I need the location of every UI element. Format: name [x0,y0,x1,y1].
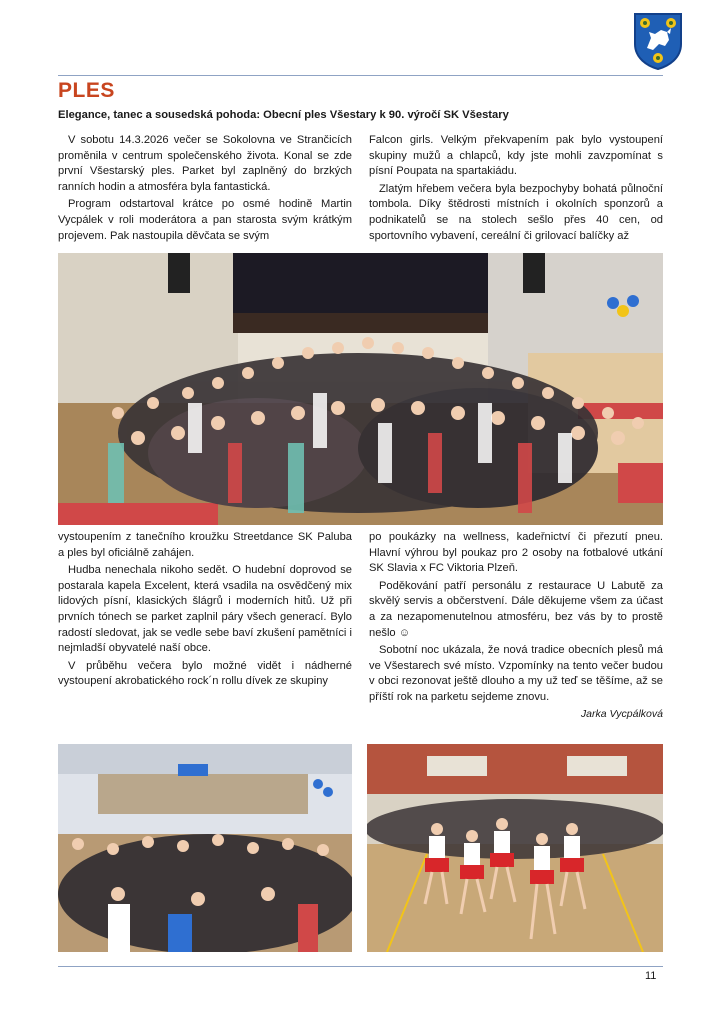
article-headline: Elegance, tanec a sousedská pohoda: Obecní ples Všestary k 90. výročí SK Všestary [58,109,509,121]
column-2-top [369,133,663,244]
section-title: PLES [58,79,115,102]
paragraph: Falcon girls. Velkým překvapením pak bylo vystoupení skupiny mužů a chlapců, kdy jste mohli zavzpomínat s písní Poupata na spartakiádu. [369,134,663,178]
crest-icon [633,12,683,70]
bottom-divider [58,966,663,967]
paragraph: V průběhu večera bylo možné vidět i nádherné vystoupení akrobatického rock´n rollu dívek ze skupiny [58,659,352,688]
dance-floor-photo [58,744,352,952]
paragraph: vystoupením z tanečního kroužku Streetdance SK Paluba a ples byl oficiálně zahájen. [58,531,352,559]
top-divider [58,75,663,76]
paragraph: Program odstartoval krátce po osmé hodině Martin Vycpálek v roli moderátora a pan starosta svým krátkým projevem. Pak nastoupila děvčata se svým [58,198,352,242]
rock-n-roll-dancers-photo [367,744,663,952]
article-author: Jarka Vycpálková [580,707,663,720]
ball-crowd-photo [58,253,663,525]
paragraph: Sobotní noc ukázala, že nová tradice obecních plesů má ve Všestarech své místo. Vzpomínky na tento večer budou v obci rezonovat ještě dlouho a my už teď se těšíme, až se příští rok na parketu sejdeme znovu. [369,644,663,703]
column-1-bottom [58,530,352,690]
column-2-bottom [369,530,663,722]
paragraph: Hudba nenechala nikoho sedět. O hudební doprovod se postarala kapela Excelent, která vsadila na osvědčený mix lidových písní, klasických šlágrů i moderních hitů. Už při prvních tónech se parket zaplnil páry všech generací. Bylo radostí sledovat, jak se vedle sebe baví zkušení pamětníci i nejmladší obyvatelé naší obce. [58,564,352,655]
paragraph: Poděkování patří personálu z restaurace U Labutě za skvělý servis a občerstvení. Dále děkujeme všem za účast a za nezapomenutelnou atmosféru, bez vás by to prostě nešlo ☺ [369,579,663,639]
page-number: 11 [645,970,657,982]
paragraph: Zlatým hřebem večera byla bezpochyby bohatá půlnoční tombola. Díky štědrosti místních i okolních sponzorů a podnikatelů se na stolech sešlo přes 40 cen, od sportovního vybavení, cereální či grilovací balíčky až [369,182,663,242]
column-1-top [58,133,352,244]
paragraph: V sobotu 14.3.2026 večer se Sokolovna ve Strančicích proměnila v centrum společenského života. Konal se zde první Všestarský ples. Parket byl zaplněný do brzkých ranních hodin a atmosféra byla fantastická. [58,134,352,193]
paragraph: po poukázky na wellness, kadeřnictví či přezutí pneu. Hlavní výhrou byl poukaz pro 2 osoby na fotbalové utkání SK Slavia x FC Viktoria Plzeň. [369,531,663,575]
